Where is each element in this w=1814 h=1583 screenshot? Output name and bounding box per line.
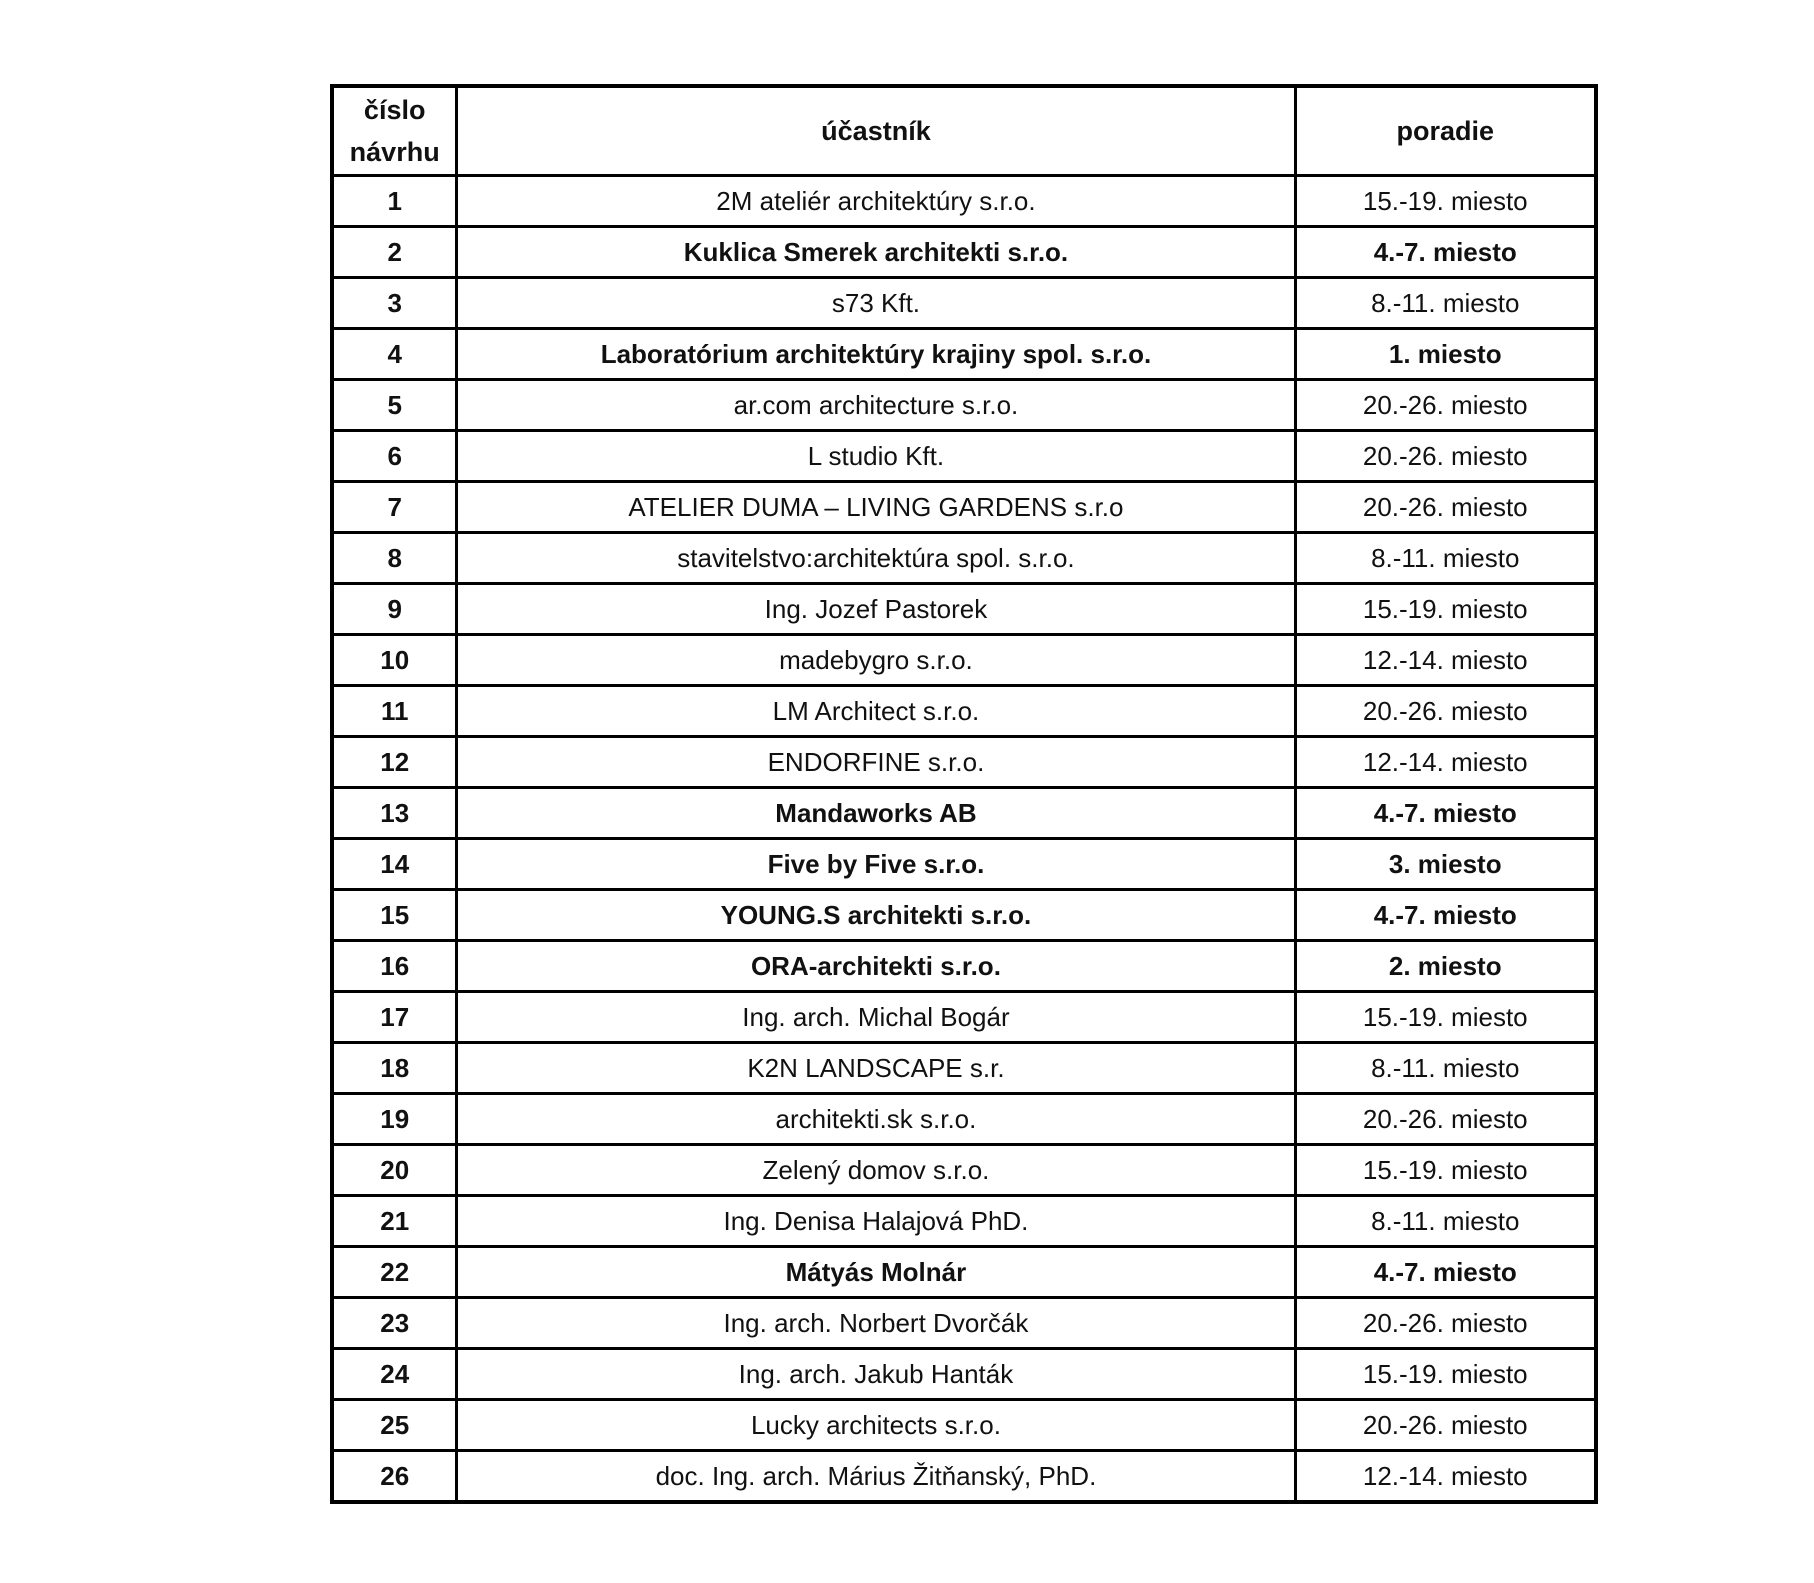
row-participant: ORA-architekti s.r.o. (457, 941, 1295, 992)
row-number: 19 (332, 1094, 457, 1145)
table-row (332, 380, 1596, 431)
row-number: 2 (332, 227, 457, 278)
table-row (332, 1349, 1596, 1400)
row-number: 4 (332, 329, 457, 380)
row-rank: 4.-7. miesto (1295, 227, 1596, 278)
row-rank: 12.-14. miesto (1295, 737, 1596, 788)
row-participant: L studio Kft. (457, 431, 1295, 482)
table-row (332, 1145, 1596, 1196)
table-row (332, 533, 1596, 584)
table-row (332, 176, 1596, 227)
row-participant: Five by Five s.r.o. (457, 839, 1295, 890)
row-participant: K2N LANDSCAPE s.r. (457, 1043, 1295, 1094)
row-rank: 20.-26. miesto (1295, 1400, 1596, 1451)
row-participant: ATELIER DUMA – LIVING GARDENS s.r.o (457, 482, 1295, 533)
table-row (332, 1298, 1596, 1349)
row-number: 10 (332, 635, 457, 686)
row-participant: LM Architect s.r.o. (457, 686, 1295, 737)
table-body (332, 176, 1596, 1503)
row-rank: 15.-19. miesto (1295, 992, 1596, 1043)
row-participant: Ing. Jozef Pastorek (457, 584, 1295, 635)
row-rank: 4.-7. miesto (1295, 890, 1596, 941)
row-number: 3 (332, 278, 457, 329)
row-participant: Mátyás Molnár (457, 1247, 1295, 1298)
table-row (332, 737, 1596, 788)
row-rank: 15.-19. miesto (1295, 1145, 1596, 1196)
row-rank: 15.-19. miesto (1295, 1349, 1596, 1400)
row-participant: Lucky architects s.r.o. (457, 1400, 1295, 1451)
row-participant: doc. Ing. arch. Márius Žitňanský, PhD. (457, 1451, 1295, 1503)
row-rank: 4.-7. miesto (1295, 1247, 1596, 1298)
table-row (332, 1247, 1596, 1298)
row-rank: 20.-26. miesto (1295, 482, 1596, 533)
row-rank: 8.-11. miesto (1295, 278, 1596, 329)
row-number: 8 (332, 533, 457, 584)
row-rank: 20.-26. miesto (1295, 686, 1596, 737)
header-rank: poradie (1295, 86, 1596, 176)
row-number: 9 (332, 584, 457, 635)
row-rank: 1. miesto (1295, 329, 1596, 380)
table-row (332, 941, 1596, 992)
row-participant: Ing. arch. Jakub Hanták (457, 1349, 1295, 1400)
results-table (330, 84, 1598, 1504)
row-rank: 20.-26. miesto (1295, 380, 1596, 431)
table-row (332, 227, 1596, 278)
row-participant: Zelený domov s.r.o. (457, 1145, 1295, 1196)
table-row (332, 890, 1596, 941)
table-row (332, 686, 1596, 737)
row-number: 6 (332, 431, 457, 482)
row-rank: 8.-11. miesto (1295, 533, 1596, 584)
row-rank: 12.-14. miesto (1295, 635, 1596, 686)
row-number: 5 (332, 380, 457, 431)
table-row (332, 1400, 1596, 1451)
table-row (332, 1043, 1596, 1094)
row-participant: ENDORFINE s.r.o. (457, 737, 1295, 788)
table-row (332, 1094, 1596, 1145)
row-rank: 15.-19. miesto (1295, 584, 1596, 635)
row-number: 20 (332, 1145, 457, 1196)
row-number: 11 (332, 686, 457, 737)
row-participant: Ing. Denisa Halajová PhD. (457, 1196, 1295, 1247)
row-participant: Laboratórium architektúry krajiny spol. s.r.o. (457, 329, 1295, 380)
table-row (332, 278, 1596, 329)
row-rank: 12.-14. miesto (1295, 1451, 1596, 1503)
row-rank: 15.-19. miesto (1295, 176, 1596, 227)
row-rank: 3. miesto (1295, 839, 1596, 890)
header-participant: účastník (457, 86, 1295, 176)
row-rank: 20.-26. miesto (1295, 431, 1596, 482)
row-participant: Kuklica Smerek architekti s.r.o. (457, 227, 1295, 278)
row-number: 24 (332, 1349, 457, 1400)
row-rank: 4.-7. miesto (1295, 788, 1596, 839)
row-number: 16 (332, 941, 457, 992)
row-participant: Ing. arch. Michal Bogár (457, 992, 1295, 1043)
table-row (332, 329, 1596, 380)
row-participant: Mandaworks AB (457, 788, 1295, 839)
header-number: číslo návrhu (332, 86, 457, 176)
row-participant: 2M ateliér architektúry s.r.o. (457, 176, 1295, 227)
row-rank: 20.-26. miesto (1295, 1298, 1596, 1349)
row-number: 12 (332, 737, 457, 788)
row-number: 25 (332, 1400, 457, 1451)
row-participant: architekti.sk s.r.o. (457, 1094, 1295, 1145)
row-rank: 2. miesto (1295, 941, 1596, 992)
row-rank: 8.-11. miesto (1295, 1043, 1596, 1094)
table-row (332, 839, 1596, 890)
row-participant: YOUNG.S architekti s.r.o. (457, 890, 1295, 941)
row-number: 1 (332, 176, 457, 227)
table-row (332, 635, 1596, 686)
row-number: 14 (332, 839, 457, 890)
row-rank: 20.-26. miesto (1295, 1094, 1596, 1145)
row-number: 13 (332, 788, 457, 839)
table-row (332, 584, 1596, 635)
row-number: 22 (332, 1247, 457, 1298)
row-number: 21 (332, 1196, 457, 1247)
row-number: 17 (332, 992, 457, 1043)
row-participant: Ing. arch. Norbert Dvorčák (457, 1298, 1295, 1349)
row-number: 7 (332, 482, 457, 533)
table-row (332, 1196, 1596, 1247)
row-participant: stavitelstvo:architektúra spol. s.r.o. (457, 533, 1295, 584)
row-number: 18 (332, 1043, 457, 1094)
table-row (332, 992, 1596, 1043)
table-row (332, 1451, 1596, 1503)
table-row (332, 431, 1596, 482)
row-number: 15 (332, 890, 457, 941)
row-participant: ar.com architecture s.r.o. (457, 380, 1295, 431)
table-row (332, 788, 1596, 839)
header-row (332, 86, 1596, 176)
row-number: 23 (332, 1298, 457, 1349)
row-participant: madebygro s.r.o. (457, 635, 1295, 686)
row-number: 26 (332, 1451, 457, 1503)
row-rank: 8.-11. miesto (1295, 1196, 1596, 1247)
row-participant: s73 Kft. (457, 278, 1295, 329)
table-row (332, 482, 1596, 533)
